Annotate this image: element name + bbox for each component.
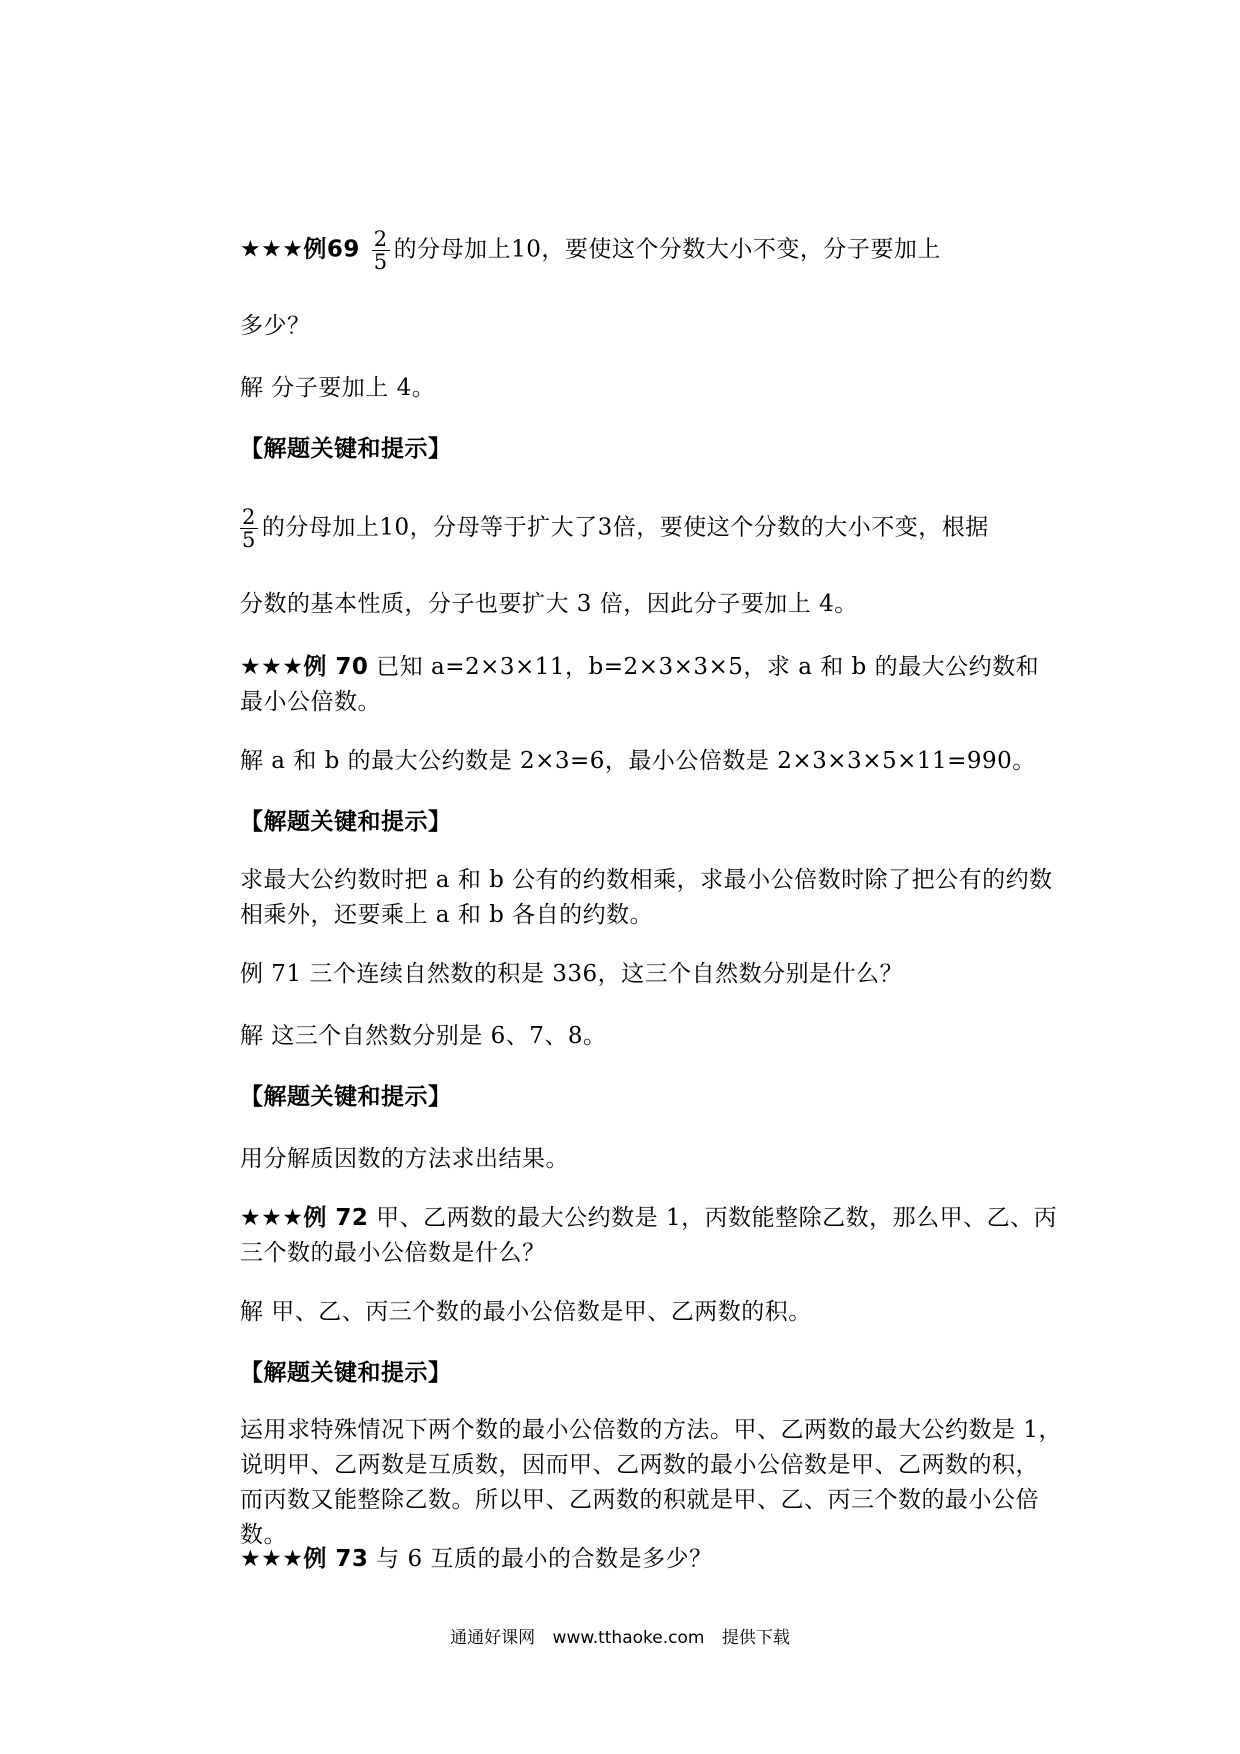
ex69-key-text: 的分母加上10，分母等于扩大了3倍，要使这个分数的大小不变，根据 <box>261 514 989 541</box>
ex71-question: 例 71 三个连续自然数的积是 336，这三个自然数分别是什么？ <box>240 961 904 987</box>
ex69-question-line2: 多少？ <box>240 313 311 339</box>
ex72-solution: 解 甲、乙、丙三个数的最小公倍数是甲、乙两数的积。 <box>240 1299 812 1325</box>
ex69-question-line1 <box>240 228 941 273</box>
ex70-key-text <box>192 863 1062 933</box>
ex72-key-text <box>192 1413 1062 1553</box>
ex70-label: ★★★例 70 <box>240 654 369 680</box>
footer-site-name: 通通好课网 <box>450 1628 536 1648</box>
ex69-label: ★★★例69 <box>240 236 360 263</box>
ex72-label: ★★★例 72 <box>240 1205 369 1231</box>
ex69-key-line1 <box>240 506 989 551</box>
ex71-key-heading: 【解题关键和提示】 <box>240 1084 452 1110</box>
ex73-question <box>240 1543 712 1575</box>
ex70-question-text: 已知 a=2×3×11，b=2×3×3×5，求 a 和 b 的最大公约数和最小公倍数。 <box>240 654 1040 715</box>
page-footer <box>0 1623 1240 1648</box>
ex69-key-fraction-denominator: 5 <box>242 528 256 552</box>
ex69-key-heading: 【解题关键和提示】 <box>240 436 452 462</box>
ex69-fraction-numerator: 2 <box>373 227 388 251</box>
ex72-question-text: 甲、乙两数的最大公约数是 1，丙数能整除乙数，那么甲、乙、丙三个数的最小公倍数是什么？ <box>240 1205 1058 1266</box>
ex69-solution: 解 分子要加上 4。 <box>240 375 436 401</box>
ex69-fraction-denominator: 5 <box>373 250 388 274</box>
ex72-key-heading: 【解题关键和提示】 <box>240 1360 452 1386</box>
footer-note: 提供下载 <box>721 1628 790 1648</box>
ex70-key-paragraph: 求最大公约数时把 a 和 b 公有的约数相乘，求最小公倍数时除了把公有的约数相乘外，还要乘上 a 和 b 各自的约数。 <box>240 867 1053 928</box>
ex71-key-text: 用分解质因数的方法求出结果。 <box>240 1146 569 1172</box>
ex72-key-paragraph: 运用求特殊情况下两个数的最小公倍数的方法。甲、乙两数的最大公约数是 1，说明甲、乙两数是互质数，因而甲、乙两数的最小公倍数是甲、乙两数的积，而丙数又能整除乙数。所以甲、乙两数的积就是甲、乙、丙三个数的最小公倍数。 <box>240 1417 1062 1548</box>
ex72-question <box>192 1201 1062 1271</box>
ex69-key-fraction-numerator: 2 <box>242 505 256 529</box>
ex70-question <box>192 650 1062 720</box>
ex69-question-text: 的分母加上10，要使这个分数大小不变，分子要加上 <box>393 236 941 263</box>
footer-url[interactable]: www.tthaoke.com <box>552 1628 705 1648</box>
ex73-question-text: 与 6 互质的最小的合数是多少？ <box>368 1546 713 1572</box>
ex69-key-fraction <box>240 506 258 551</box>
ex71-solution: 解 这三个自然数分别是 6、7、8。 <box>240 1023 607 1049</box>
ex70-key-heading: 【解题关键和提示】 <box>240 809 452 835</box>
ex69-key-line2: 分数的基本性质，分子也要扩大 3 倍，因此分子要加上 4。 <box>240 591 858 617</box>
ex73-label: ★★★例 73 <box>240 1546 369 1572</box>
ex70-solution: 解 a 和 b 的最大公约数是 2×3=6，最小公倍数是 2×3×3×5×11=990。 <box>240 748 1036 774</box>
ex69-fraction <box>372 228 390 273</box>
